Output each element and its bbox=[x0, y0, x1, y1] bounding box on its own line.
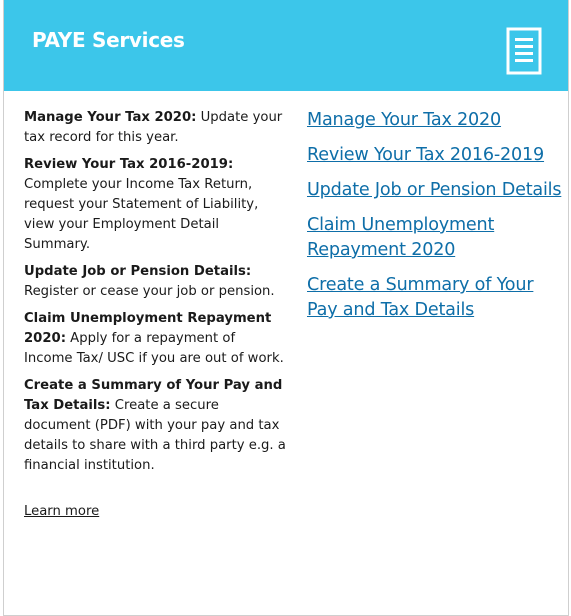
link-claim-unemployment[interactable]: Claim Unemployment Repayment 2020 bbox=[307, 215, 495, 260]
description-title: Review Your Tax 2016-2019: bbox=[24, 157, 234, 172]
panel-title: PAYE Services bbox=[32, 28, 185, 52]
paye-services-panel bbox=[3, 0, 569, 616]
description-review-tax bbox=[24, 155, 286, 255]
description-title: Create a Summary of Your Pay and Tax Details: bbox=[24, 378, 283, 413]
learn-more-link[interactable]: Learn more bbox=[24, 504, 100, 519]
link-create-summary[interactable]: Create a Summary of Your Pay and Tax Details bbox=[307, 275, 534, 320]
description-title: Update Job or Pension Details: bbox=[24, 264, 252, 279]
description-text: Complete your Income Tax Return, request your Statement of Liability, view your Employment Detail Summary. bbox=[24, 177, 259, 252]
description-claim-unemployment bbox=[24, 309, 286, 369]
panel-header bbox=[4, 0, 568, 91]
description-text: Create a secure document (PDF) with your pay and tax details to share with a third party e.g. a financial institution. bbox=[24, 398, 286, 473]
description-update-job bbox=[24, 262, 286, 302]
link-review-tax[interactable]: Review Your Tax 2016-2019 bbox=[307, 145, 545, 165]
document-list-icon bbox=[506, 27, 542, 75]
description-create-summary bbox=[24, 376, 286, 476]
description-title: Manage Your Tax 2020: bbox=[24, 110, 197, 125]
description-text: Apply for a repayment of Income Tax/ USC if you are out of work. bbox=[24, 331, 284, 366]
link-update-job[interactable]: Update Job or Pension Details bbox=[307, 180, 562, 200]
service-links bbox=[307, 108, 569, 333]
description-text: Update your tax record for this year. bbox=[24, 110, 283, 145]
description-title: Claim Unemployment Repayment 2020: bbox=[24, 311, 272, 346]
link-manage-tax[interactable]: Manage Your Tax 2020 bbox=[307, 110, 502, 130]
service-descriptions bbox=[24, 108, 286, 522]
description-manage-tax bbox=[24, 108, 286, 148]
description-text: Register or cease your job or pension. bbox=[24, 284, 275, 299]
